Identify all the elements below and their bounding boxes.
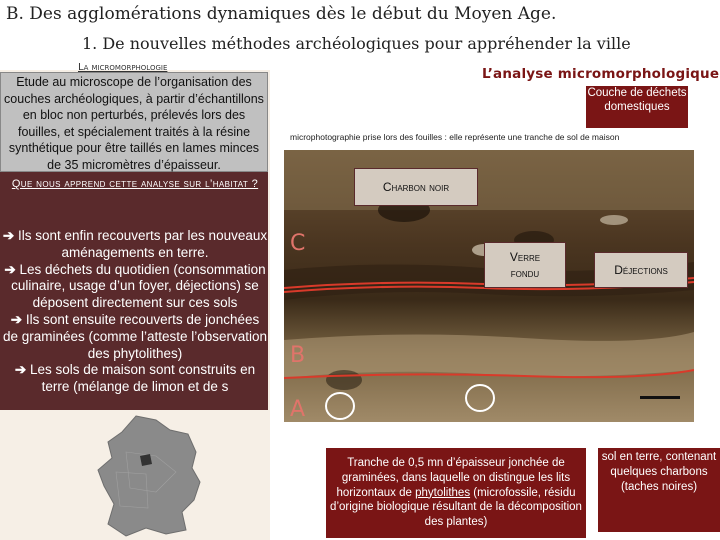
arrow-right-icon: ➔: [2, 228, 15, 243]
micromorphology-label: La micromorphologie: [78, 62, 168, 73]
answer-list: [2, 228, 268, 396]
definition-text: Etude au microscope de l’organisation des couches archéologiques, à partir d’échantillons en bloc non perturbés, prélevés lors des fouilles, et spécialement traités à la résine synthétique pour être taillés en lames minces de 35 micromètres d’épaisseur.: [4, 75, 264, 172]
verre-label: Verre fondu: [484, 242, 566, 288]
charbon-label: Charbon noir: [354, 168, 478, 206]
dejections-label: Déjections: [594, 252, 688, 288]
list-item: ➔ Les sols de maison sont construits en terre (mélange de limon et de s: [14, 362, 256, 395]
list-item: ➔ Ils sont ensuite recouverts de jonchées de graminées (comme l’atteste l’observation des phytolithes): [2, 311, 268, 361]
list-item: ➔ Les déchets du quotidien (consommation culinaire, usage d’un foyer, déjections) se déposent directement sur ces sols: [4, 261, 266, 311]
photo-caption-strip: microphotographie prise lors des fouilles : elle représente une tranche de sol de maison: [290, 132, 620, 142]
list-item: ➔ Ils sont enfin recouverts par les nouveaux aménagements en terre.: [2, 228, 268, 260]
arrow-right-icon: ➔: [10, 311, 23, 327]
domestic-waste-label: Couche de déchets domestiques: [587, 87, 687, 113]
layer-a-letter: A: [290, 397, 306, 422]
analysis-title: L’analyse micromorphologique: [482, 66, 720, 82]
page-heading: B. Des agglomérations dynamiques dès le début du Moyen Age.: [6, 4, 557, 24]
france-map-image: [96, 412, 206, 540]
phytolith-term: phytolithes: [415, 486, 471, 499]
soil-caption: sol en terre, contenant quelques charbons (taches noires): [601, 451, 717, 493]
thin-section-caption: Tranche de 0,5 mn d’épaisseur jonchée de graminées, dans laquelle on distingue les lits horizontaux de phytolithes (microfossile, résidu d’origine biologique résultant de la décomposition des plantes): [330, 457, 582, 529]
arrow-right-icon: ➔: [14, 362, 27, 378]
arrow-right-icon: ➔: [4, 261, 16, 277]
question-heading: Que nous apprend cette analyse sur l’habitat ?: [11, 178, 259, 190]
layer-b-letter: B: [290, 343, 306, 368]
layer-c-letter: C: [290, 231, 306, 256]
section-subheading: 1. De nouvelles méthodes archéologiques pour appréhender la ville: [82, 34, 631, 53]
